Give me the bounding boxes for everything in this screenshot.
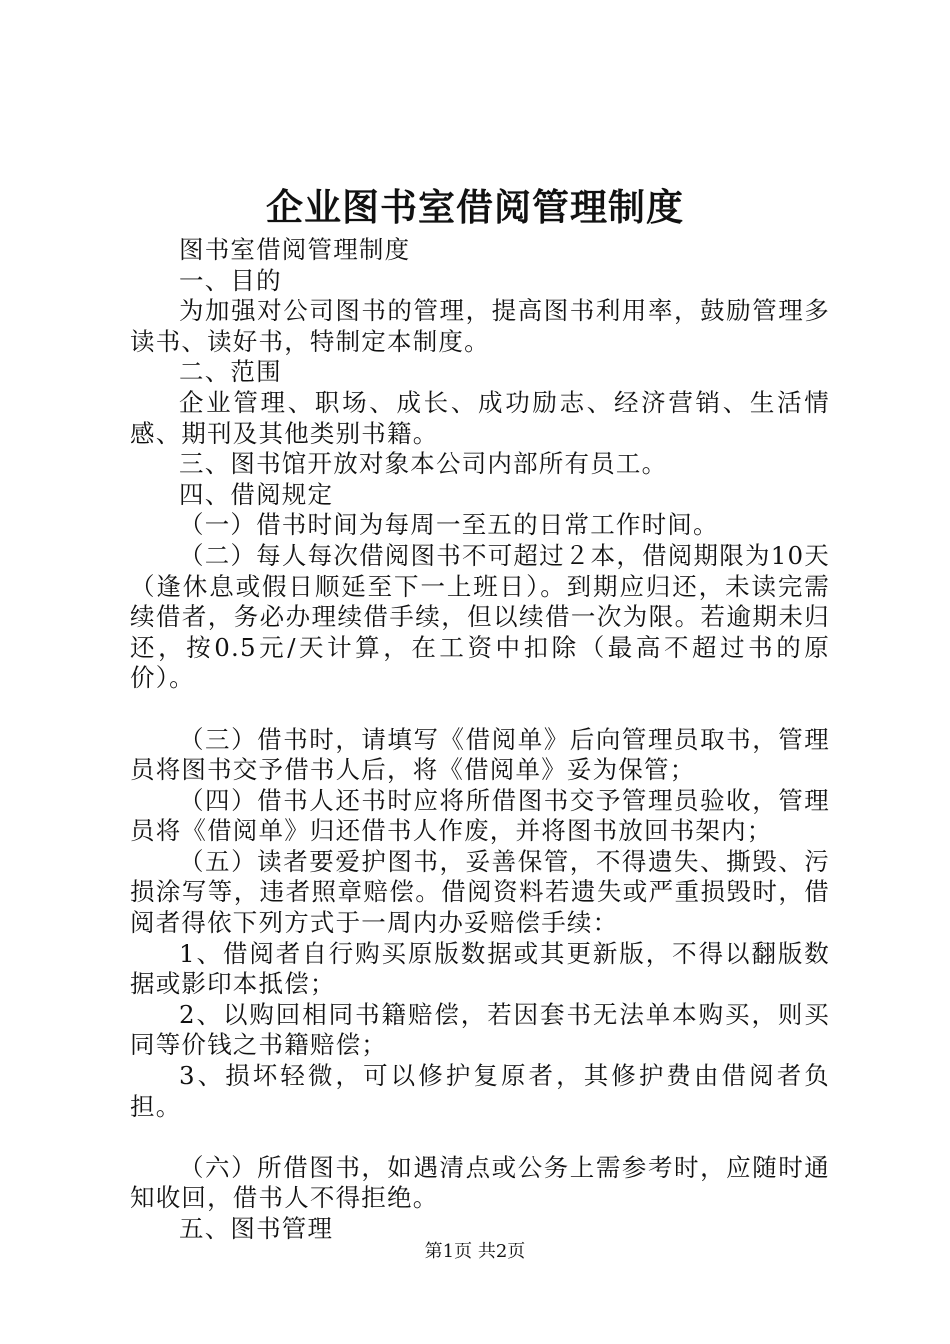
section-heading-management: 五、图书管理 [179, 1214, 334, 1243]
section-heading-scope: 二、范围 [179, 357, 282, 387]
document-body [130, 235, 830, 1245]
rule-4: （四）借书人还书时应将所借图书交予管理员验收，管理员将《借阅单》归还借书人作废，并将图书放回书架内； [130, 785, 830, 846]
compensation-1: 1、借阅者自行购买原版数据或其更新版，不得以翻版数据或影印本抵偿； [130, 938, 830, 999]
rule-1: （一）借书时间为每周一至五的日常工作时间。 [179, 510, 719, 540]
rule-6: （六）所借图书，如遇清点或公务上需参考时，应随时通知收回，借书人不得拒绝。 [130, 1152, 830, 1213]
rule-2: （二）每人每次借阅图书不可超过２本，借阅期限为10天（逢休息或假日顺延至下一上班日）。到期应归还，未读完需续借者，务必办理续借手续，但以续借一次为限。若逾期未归还，按0.5元/天计算，在工资中扣除（最高不超过书的原价）。 [130, 540, 830, 693]
section-heading-rules: 四、借阅规定 [179, 479, 334, 509]
page-footer: 第1页 共2页 [424, 1241, 526, 1262]
compensation-3: 3、损坏轻微，可以修护复原者，其修护费由借阅者负担。 [130, 1061, 830, 1121]
blank-line [130, 1122, 830, 1153]
paragraph-open-to: 三、图书馆开放对象本公司内部所有员工。 [179, 449, 668, 479]
paragraph-purpose: 为加强对公司图书的管理，提高图书利用率，鼓励管理多读书、读好书，特制定本制度。 [130, 296, 830, 356]
paragraph-scope: 企业管理、职场、成长、成功励志、经济营销、生活情感、期刊及其他类别书籍。 [130, 387, 830, 448]
rule-5: （五）读者要爱护图书，妥善保管，不得遗失、撕毁、污损涂写等，违者照章赔偿。借阅资料若遗失或严重损毁时，借阅者得依下列方式于一周内办妥赔偿手续： [130, 846, 830, 938]
section-heading-purpose: 一、目的 [179, 265, 282, 295]
compensation-2: 2、以购回相同书籍赔偿，若因套书无法单本购买，则买同等价钱之书籍赔偿； [130, 999, 830, 1060]
blank-line [130, 694, 830, 725]
document-title: 企业图书室借阅管理制度 [266, 185, 684, 229]
rule-3: （三）借书时，请填写《借阅单》后向管理员取书，管理员将图书交予借书人后，将《借阅单》妥为保管； [130, 724, 830, 785]
paragraph-subtitle: 图书室借阅管理制度 [179, 235, 411, 264]
